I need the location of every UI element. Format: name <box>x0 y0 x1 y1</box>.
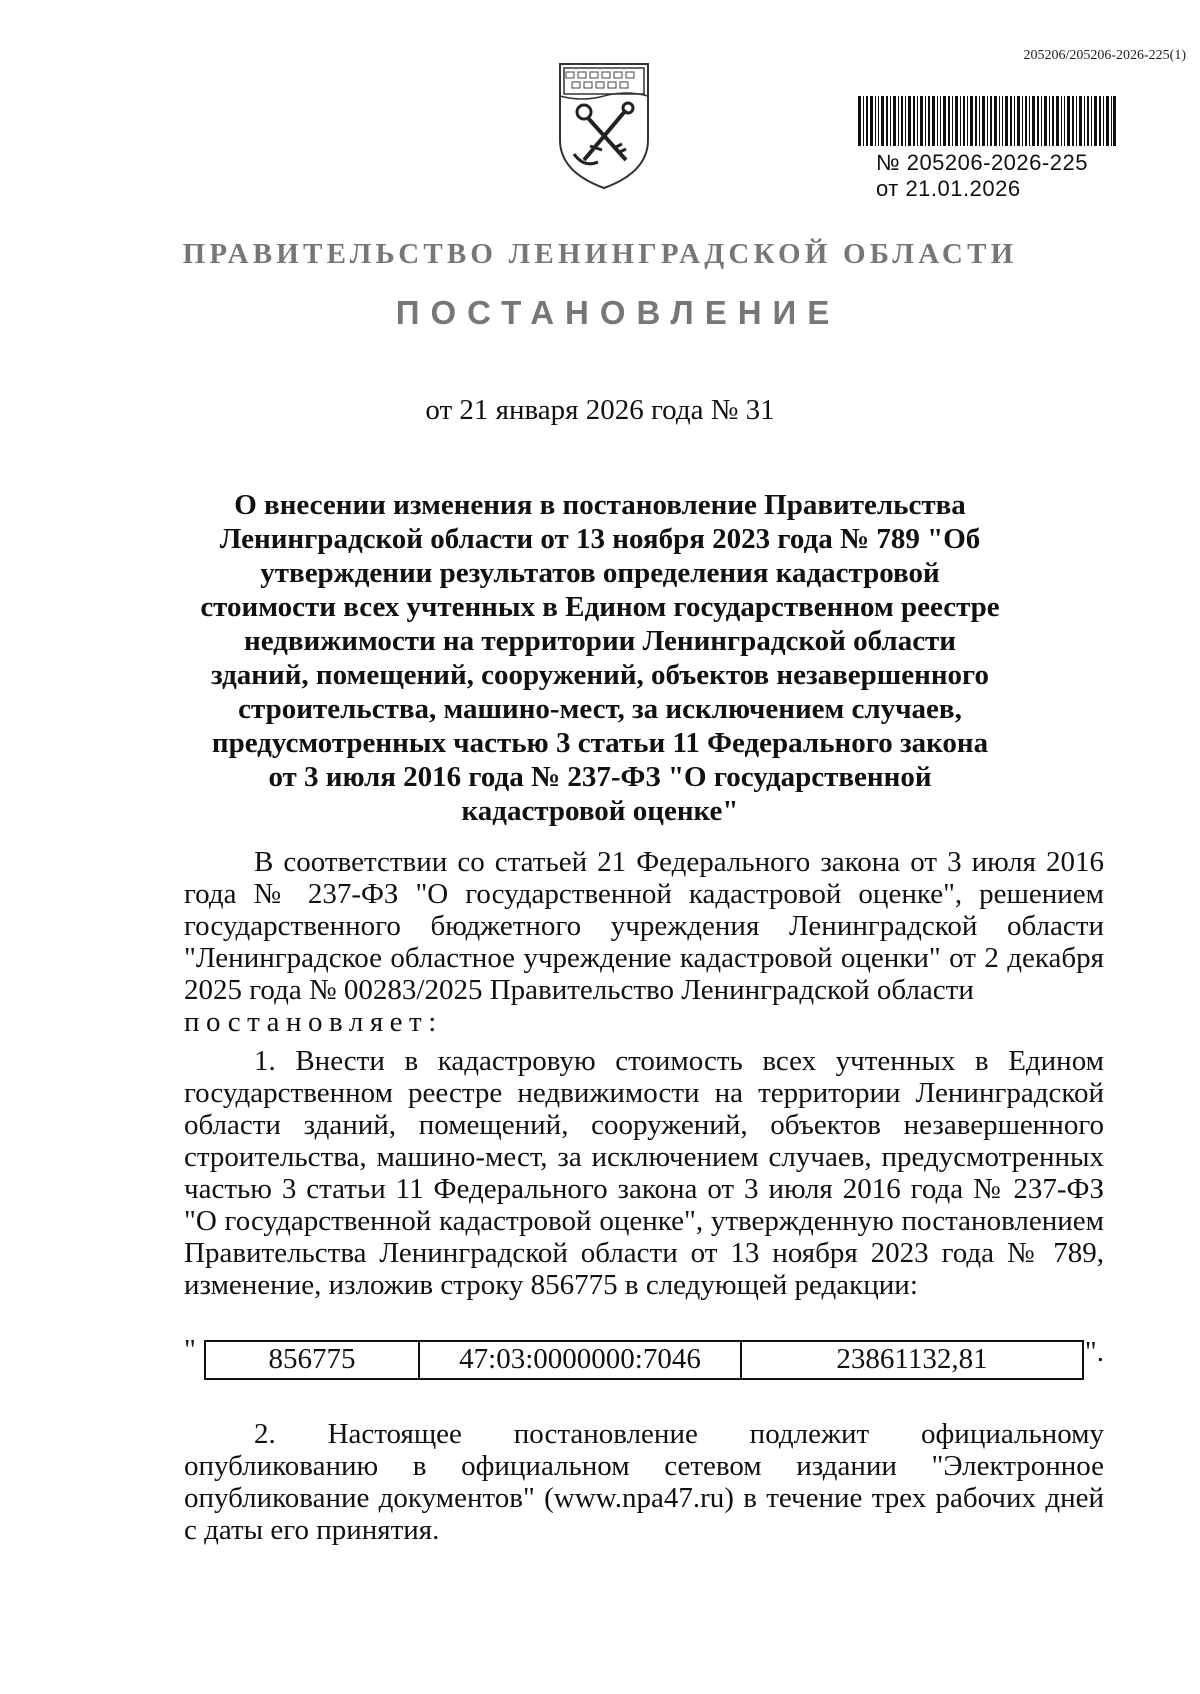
document-date-number: от 21 января 2026 года № 31 <box>425 394 775 426</box>
amendment-row <box>204 1340 1084 1380</box>
quote-close: ". <box>1084 1336 1104 1368</box>
cadastral-number-cell: 47:03:0000000:7046 <box>420 1342 742 1378</box>
amendment-table <box>184 1334 1104 1378</box>
document-code: 205206/205206-2026-225(1) <box>1023 48 1186 63</box>
coat-of-arms-icon <box>554 58 654 194</box>
preamble-text: В соответствии со статьей 21 Федерального закона от 3 июля 2016 года № 237-ФЗ "О государственной кадастровой оценке", решением государственного бюджетного учреждения Ленинградской области "Ленинградское областное учреждение кадастровой оценки" от 2 декабря 2025 года № 00283/2025 Правительство Ленинградской области <box>184 846 1104 1006</box>
barcode-icon <box>858 96 1116 146</box>
quote-open: " <box>184 1334 196 1366</box>
row-number-cell: 856775 <box>206 1342 420 1378</box>
registration-date: от 21.01.2026 <box>876 176 1021 201</box>
document-type: ПОСТАНОВЛЕНИЕ <box>395 294 841 331</box>
cadastral-value-cell: 23861132,81 <box>836 1343 988 1375</box>
item-2-paragraph: 2. Настоящее постановление подлежит официальному опубликованию в официальном сетевом издании "Электронное опубликование документов" (www.npa47.ru) в течение трех рабочих дней с даты его принятия. <box>184 1418 1104 1546</box>
document-subject: О внесении изменения в постановление Правительства Ленинградской области от 13 ноября 2023 года № 789 "Об утверждении результатов определения кадастровой стоимости всех учтенных в Едином государственном реестре недвижимости на территории Ленинградской области зданий, помещений, сооружений, объектов незавершенного строительства, машино-мест, за исключением случаев, предусмотренных частью 3 статьи 11 Федерального закона от 3 июля 2016 года № 237-ФЗ "О государственной кадастровой оценке" <box>200 489 1000 827</box>
resolves-word: постановляет: <box>184 1006 443 1038</box>
item-1-paragraph: 1. Внести в кадастровую стоимость всех учтенных в Едином государственном реестре недвижимости на территории Ленинградской области зданий, помещений, сооружений, объектов незавершенного строительства, машино-мест, за исключением случаев, предусмотренных частью 3 статьи 11 Федерального закона от 3 июля 2016 года № 237-ФЗ "О государственной кадастровой оценке", утвержденную постановлением Правительства Ленинградской области от 13 ноября 2023 года № 789, изменение, изложив строку 856775 в следующей редакции: <box>184 1045 1104 1301</box>
registration-number: № 205206-2026-225 <box>876 150 1088 175</box>
government-title: ПРАВИТЕЛЬСТВО ЛЕНИНГРАДСКОЙ ОБЛАСТИ <box>182 238 1018 270</box>
preamble-paragraph <box>184 846 1104 1038</box>
